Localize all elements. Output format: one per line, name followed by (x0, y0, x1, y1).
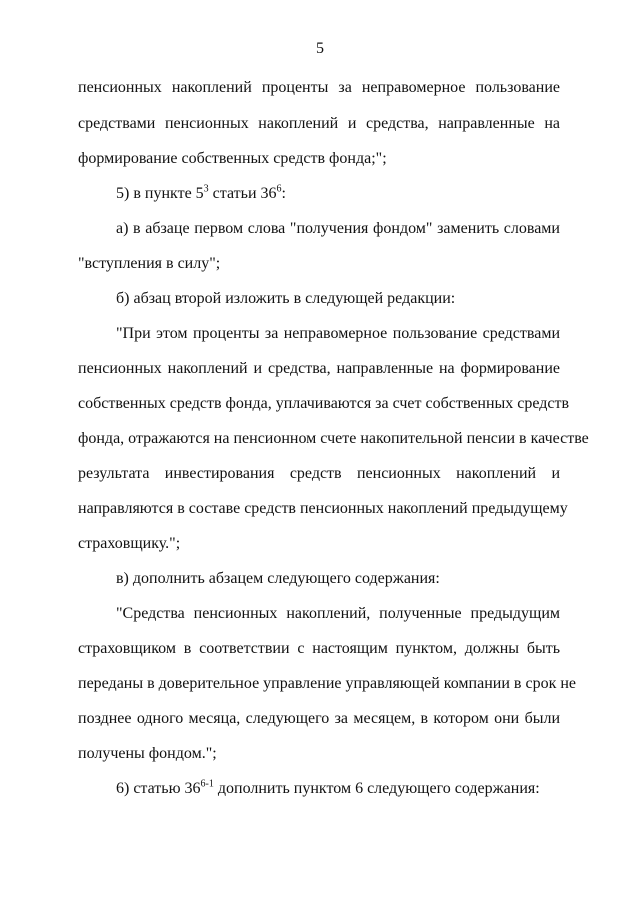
list-item-5 (116, 182, 560, 206)
text-line: направляются в составе средств пенсионных накоплений предыдущему (78, 500, 568, 517)
text-line: получены фондом."; (78, 745, 217, 762)
text-line: собственных средств фонда, уплачиваются за счет собственных средств (78, 395, 570, 412)
text-line: "вступления в силу"; (78, 255, 221, 272)
text-line: переданы в доверительное управление управляющей компании в срок не (78, 675, 576, 692)
text-line: пенсионных накоплений и средства, направленные на формирование (78, 360, 560, 377)
text-line: формирование собственных средств фонда;"; (78, 150, 387, 167)
text-line: позднее одного месяца, следующего за месяцем, в котором они были (78, 710, 560, 727)
text-fragment: статьи 36 (208, 185, 277, 202)
text-line: фонда, отражаются на пенсионном счете накопительной пенсии в качестве (78, 430, 589, 447)
superscript: 3 (203, 183, 209, 195)
superscript: 6 (276, 183, 282, 195)
text-fragment: дополнить пунктом 6 следующего содержания: (213, 780, 540, 797)
text-line: средствами пенсионных накоплений и средства, направленные на (78, 115, 560, 132)
text-fragment: 6) статью 36 (116, 780, 201, 797)
text-fragment: : (281, 185, 286, 202)
text-line: результата инвестирования средств пенсионных накоплений и (78, 465, 560, 482)
text-line: страховщиком в соответствии с настоящим пунктом, должны быть (78, 640, 560, 657)
text-line: "При этом проценты за неправомерное пользование средствами (116, 325, 560, 342)
text-line: "Средства пенсионных накоплений, полученные предыдущим (116, 605, 560, 622)
superscript: 6-1 (200, 778, 214, 790)
text-fragment: 5) в пункте 5 (116, 185, 204, 202)
text-line: а) в абзаце первом слова "получения фондом" заменить словами (116, 220, 560, 237)
text-line: пенсионных накоплений проценты за неправомерное пользование (78, 79, 560, 96)
text-line: страховщику."; (78, 535, 181, 552)
page-number: 5 (316, 40, 324, 57)
list-item-6 (116, 777, 560, 801)
text-line: б) абзац второй изложить в следующей редакции: (116, 290, 456, 307)
text-line: в) дополнить абзацем следующего содержания: (116, 570, 440, 587)
